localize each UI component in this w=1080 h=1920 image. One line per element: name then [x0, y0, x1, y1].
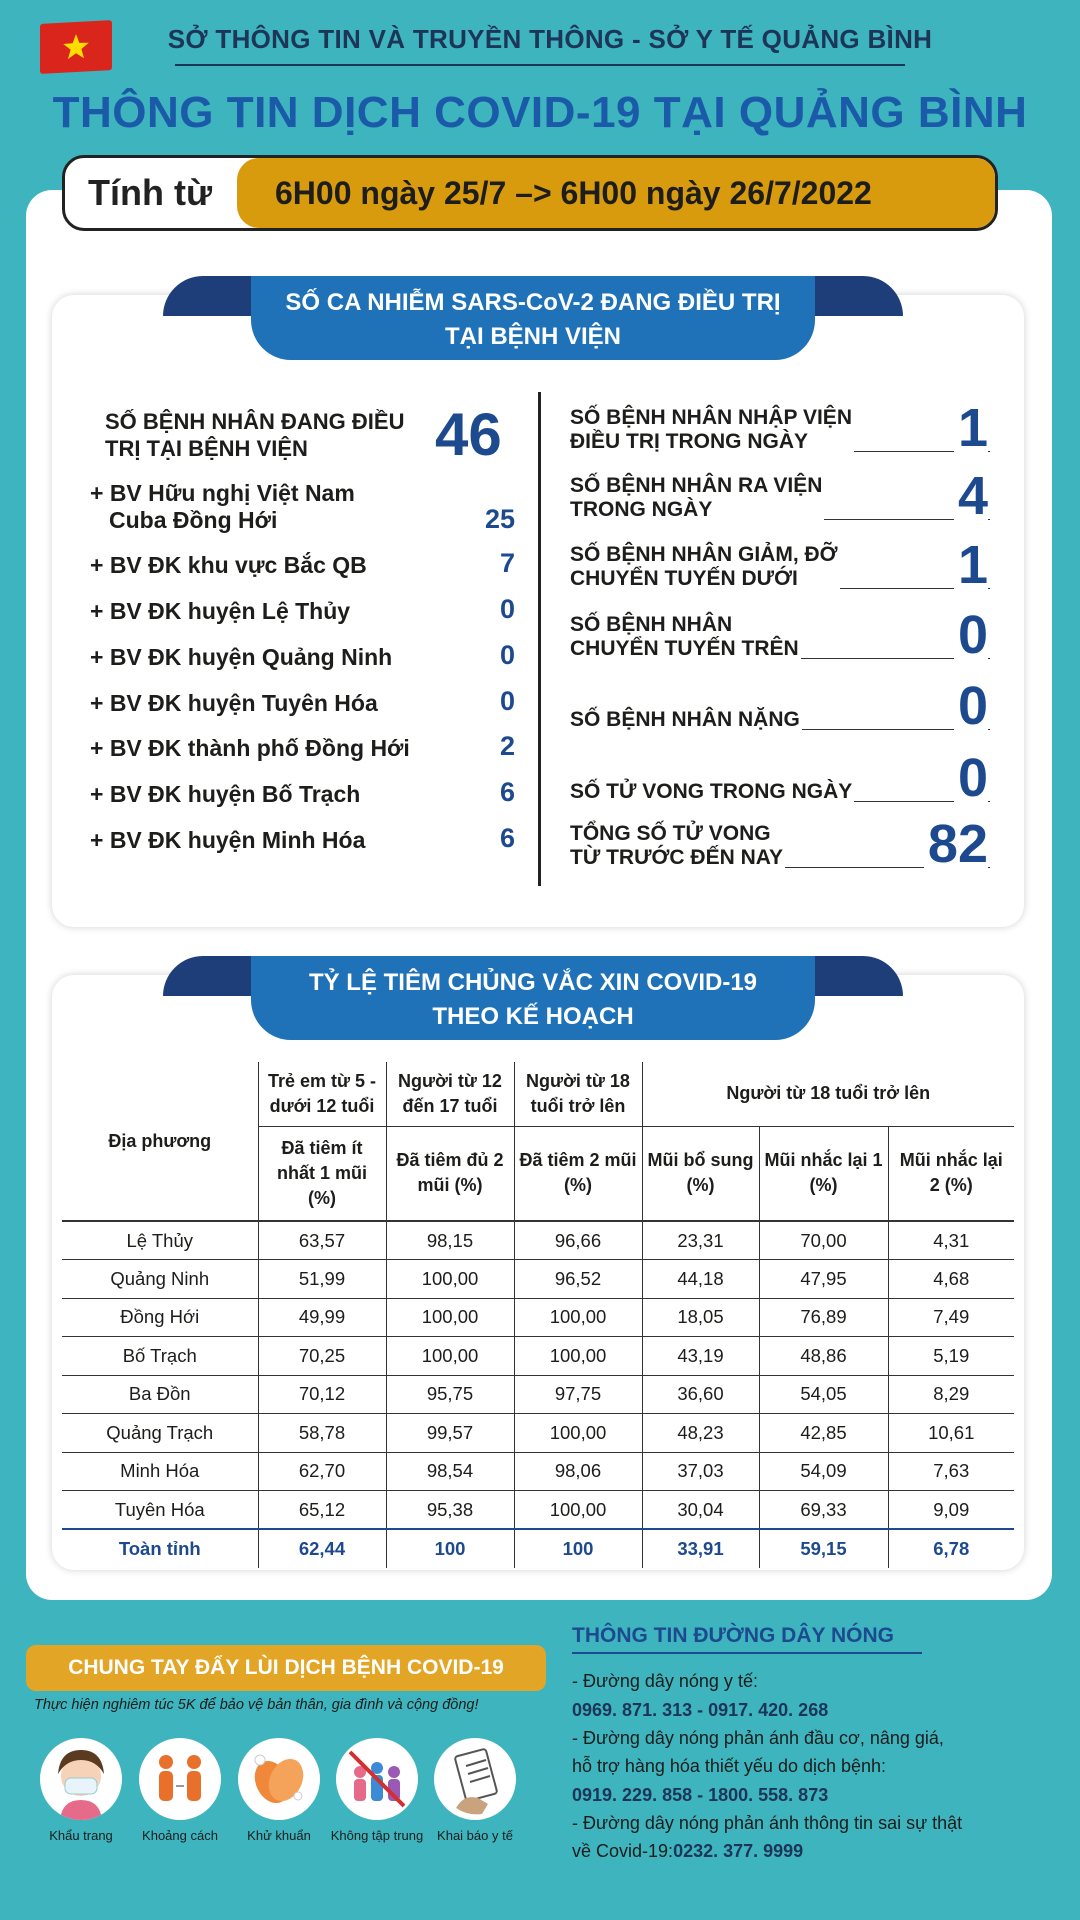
percent-cell: 100: [386, 1529, 514, 1568]
locality-cell: Lệ Thủy: [62, 1221, 258, 1260]
percent-cell: 47,95: [759, 1260, 888, 1299]
percent-cell: 4,68: [933, 1267, 970, 1289]
stat-value: 82: [924, 818, 988, 870]
percent-cell: 65,12: [258, 1491, 386, 1530]
hospital-value: 0: [499, 640, 515, 670]
percent-cell: 33,91: [642, 1529, 759, 1568]
table-row: [62, 1260, 1014, 1299]
hospital-name: + BV ĐK huyện Tuyên Hóa: [90, 690, 378, 716]
percent-cell: 95,38: [386, 1491, 514, 1530]
hotline-divider: [572, 1652, 922, 1654]
percent-cell: 100,00: [386, 1298, 514, 1337]
locality-cell: Tuyên Hóa: [62, 1491, 258, 1530]
no-gathering-item: [327, 1738, 427, 1843]
handwash-item: [229, 1738, 329, 1843]
icon-caption: Khẩu trang: [49, 1828, 113, 1843]
treatment-tab-subtitle: TẠI BỆNH VIỆN: [444, 323, 621, 350]
percent-cell: 98,06: [514, 1452, 642, 1491]
percent-cell: 70,25: [258, 1337, 386, 1376]
header-sub: Mũi bổ sung (%): [642, 1126, 759, 1221]
header-sub: Đã tiêm ít nhất 1 mũi (%): [258, 1126, 386, 1221]
vaccination-tab-title: TỶ LỆ TIÊM CHỦNG VẮC XIN COVID-19: [308, 969, 758, 996]
stat-value: 0: [954, 609, 988, 661]
header-group: Người từ 18 tuổi trở lên: [726, 1083, 931, 1104]
stat-admitted: SỐ BỆNH NHÂN NHẬP VIỆN ĐIỀU TRỊ TRONG NGÀY 1: [570, 398, 988, 458]
table-row: [62, 1491, 1014, 1530]
locality-cell: Bố Trạch: [62, 1337, 258, 1376]
hospital-value: 6: [499, 823, 515, 853]
stat-transferred-up: SỐ BỆNH NHÂN CHUYỂN TUYẾN TRÊN 0: [570, 605, 988, 665]
vietnam-flag-icon: [40, 20, 112, 74]
percent-cell: 49,99: [258, 1298, 386, 1337]
distance-icon: [139, 1738, 221, 1820]
stat-value: 0: [954, 680, 988, 732]
table-row: [62, 1298, 1014, 1337]
percent-cell: 70,00: [759, 1221, 888, 1260]
percent-cell: 98,15: [386, 1221, 514, 1260]
percent-cell: 100,00: [386, 1337, 514, 1376]
percent-cell: 97,75: [514, 1375, 642, 1414]
total-patients-value: 46: [435, 401, 502, 468]
percent-cell: 76,89: [759, 1298, 888, 1337]
stat-value: 1: [954, 402, 988, 454]
header-sub: Đã tiêm đủ 2 mũi (%): [386, 1126, 514, 1221]
health-declaration-icon: [434, 1738, 516, 1820]
percent-cell: 99,57: [386, 1414, 514, 1453]
percent-cell: 4,31: [933, 1229, 970, 1251]
percent-cell: 70,12: [258, 1375, 386, 1414]
date-value: 6H00 ngày 25/7 –> 6H00 ngày 26/7/2022: [237, 158, 995, 228]
header-locality: Địa phương: [62, 1062, 258, 1221]
header-sub: Mũi nhắc lại 2 (%): [888, 1126, 1014, 1221]
hotline-medical-label: - Đường dây nóng y tế:: [572, 1671, 758, 1691]
hospital-value: 2: [499, 731, 515, 761]
stat-value: 1: [954, 539, 988, 591]
header-group: Người từ 18 tuổi trở lên: [514, 1062, 642, 1126]
percent-cell: 51,99: [258, 1260, 386, 1299]
stat-severe: SỐ BỆNH NHÂN NẶNG 0: [570, 676, 988, 736]
table-row: [62, 1452, 1014, 1491]
percent-cell: 7,63: [933, 1460, 970, 1482]
percent-cell: 69,33: [759, 1491, 888, 1530]
percent-cell: 59,15: [759, 1529, 888, 1568]
hospital-name: + BV ĐK huyện Quảng Ninh: [90, 644, 393, 670]
hospital-value: 0: [499, 686, 515, 716]
distance-item: [130, 1738, 230, 1843]
hospital-name: + BV ĐK khu vực Bắc QB: [90, 552, 367, 578]
table-row: [62, 1337, 1014, 1376]
icon-caption: Khoảng cách: [142, 1828, 218, 1843]
percent-cell: 100,00: [514, 1298, 642, 1337]
hospital-value: 25: [484, 504, 515, 534]
date-range-bar: [62, 155, 998, 231]
percent-cell: 100: [514, 1529, 642, 1568]
percent-cell: 54,05: [759, 1375, 888, 1414]
percent-cell: 37,03: [642, 1452, 759, 1491]
page-title: THÔNG TIN DỊCH COVID-19 TẠI QUẢNG BÌNH: [52, 88, 1028, 137]
locality-cell: Đồng Hới: [62, 1298, 258, 1337]
table-row: [62, 1221, 1014, 1260]
percent-cell: 30,04: [642, 1491, 759, 1530]
stat-deaths-total: TỔNG SỐ TỬ VONG TỪ TRƯỚC ĐẾN NAY 82: [570, 814, 988, 874]
table-row: [62, 1375, 1014, 1414]
hotline-misinfo-label: - Đường dây nóng phản ánh thông tin sai sự thật: [572, 1813, 963, 1833]
stat-transferred-down: SỐ BỆNH NHÂN GIẢM, ĐỠ CHUYỂN TUYẾN DƯỚI 1: [570, 535, 988, 595]
organization-name: SỞ THÔNG TIN VÀ TRUYỀN THÔNG - SỞ Y TẾ QUẢNG BÌNH: [167, 24, 933, 54]
percent-cell: 95,75: [386, 1375, 514, 1414]
locality-cell: Quảng Ninh: [62, 1260, 258, 1299]
percent-cell: 98,54: [386, 1452, 514, 1491]
vaccination-table: [62, 1062, 1014, 1568]
handwash-icon: [238, 1738, 320, 1820]
mask-item: [31, 1738, 131, 1843]
hotline-price-label: - Đường dây nóng phản ánh đầu cơ, nâng giá,: [572, 1728, 944, 1748]
percent-cell: 8,29: [933, 1383, 970, 1405]
campaign-subtitle: Thực hiện nghiêm túc 5K để bảo vệ bản thân, gia đình và cộng đồng!: [34, 1697, 479, 1713]
hotline-medical-numbers[interactable]: 0969. 871. 313 - 0917. 420. 268: [572, 1700, 829, 1720]
percent-cell: 62,70: [258, 1452, 386, 1491]
percent-cell: 62,44: [258, 1529, 386, 1568]
percent-cell: 10,61: [928, 1421, 975, 1443]
header-group: Trẻ em từ 5 - dưới 12 tuổi: [258, 1062, 386, 1126]
hospital-name: + BV ĐK thành phố Đồng Hới: [90, 735, 410, 761]
percent-cell: 23,31: [642, 1221, 759, 1260]
percent-cell: 58,78: [258, 1414, 386, 1453]
mask-icon: [40, 1738, 122, 1820]
hospital-name: + BV ĐK huyện Minh Hóa: [90, 827, 366, 853]
percent-cell: 44,18: [642, 1260, 759, 1299]
locality-cell: Toàn tỉnh: [62, 1529, 258, 1568]
campaign-banner: CHUNG TAY ĐẨY LÙI DỊCH BỆNH COVID-19: [26, 1645, 546, 1691]
stat-value: 0: [954, 752, 988, 804]
hospital-value: 7: [499, 548, 515, 578]
percent-cell: 9,09: [933, 1498, 970, 1520]
stat-value: 4: [954, 470, 988, 522]
hospital-name: + BV Hữu nghị Việt Nam Cuba Đồng Hới: [90, 480, 355, 533]
icon-caption: Không tập trung: [330, 1828, 424, 1843]
icon-caption: Khử khuẩn: [247, 1828, 311, 1843]
percent-cell: 100,00: [514, 1491, 642, 1530]
percent-cell: 100,00: [514, 1414, 642, 1453]
hospital-value: 6: [499, 777, 515, 807]
header-group: Người từ 12 đến 17 tuổi: [386, 1062, 514, 1126]
hotline-misinfo[interactable]: về Covid-19:0232. 377. 9999: [572, 1841, 804, 1861]
total-patients-label: SỐ BỆNH NHÂN ĐANG ĐIỀU TRỊ TẠI BỆNH VIỆN: [105, 409, 405, 461]
percent-cell: 48,86: [759, 1337, 888, 1376]
table-row: [62, 1414, 1014, 1453]
locality-cell: Quảng Trạch: [62, 1414, 258, 1453]
hotline-title: THÔNG TIN ĐƯỜNG DÂY NÓNG: [572, 1624, 894, 1647]
locality-cell: Ba Đồn: [62, 1375, 258, 1414]
percent-cell: 7,49: [933, 1306, 970, 1328]
icon-caption: Khai báo y tế: [437, 1828, 513, 1843]
percent-cell: 43,19: [642, 1337, 759, 1376]
hotline-price-numbers[interactable]: 0919. 229. 858 - 1800. 558. 873: [572, 1785, 829, 1805]
hospital-value: 0: [499, 594, 515, 624]
health-declaration-item: [425, 1738, 525, 1843]
percent-cell: 100,00: [386, 1260, 514, 1299]
percent-cell: 96,66: [514, 1221, 642, 1260]
percent-cell: 96,52: [514, 1260, 642, 1299]
header-divider: [175, 64, 905, 66]
percent-cell: 18,05: [642, 1298, 759, 1337]
percent-cell: 36,60: [642, 1375, 759, 1414]
vaccination-tab-subtitle: THEO KẾ HOẠCH: [432, 1003, 634, 1030]
treatment-tab-title: SỐ CA NHIỄM SARS-CoV-2 ĐANG ĐIỀU TRỊ: [285, 289, 781, 316]
stat-discharged: SỐ BỆNH NHÂN RA VIỆN TRONG NGÀY 4: [570, 466, 988, 526]
hospital-name: + BV ĐK huyện Lệ Thủy: [90, 598, 351, 624]
table-total-row: [62, 1529, 1014, 1568]
date-label: Tính từ: [87, 172, 213, 213]
no-gathering-icon: [336, 1738, 418, 1820]
hotline-price-label-2: hỗ trợ hàng hóa thiết yếu do dịch bệnh:: [572, 1756, 887, 1776]
percent-cell: 42,85: [759, 1414, 888, 1453]
header-sub: Đã tiêm 2 mũi (%): [514, 1126, 642, 1221]
hospital-name: + BV ĐK huyện Bố Trạch: [90, 781, 361, 807]
percent-cell: 5,19: [933, 1344, 970, 1366]
column-divider: [538, 392, 541, 886]
locality-cell: Minh Hóa: [62, 1452, 258, 1491]
stat-deaths-today: SỐ TỬ VONG TRONG NGÀY 0: [570, 748, 988, 808]
header-sub: Mũi nhắc lại 1 (%): [759, 1126, 888, 1221]
percent-cell: 100,00: [514, 1337, 642, 1376]
percent-cell: 48,23: [642, 1414, 759, 1453]
percent-cell: 63,57: [258, 1221, 386, 1260]
percent-cell: 54,09: [759, 1452, 888, 1491]
percent-cell: 6,78: [888, 1529, 1014, 1568]
